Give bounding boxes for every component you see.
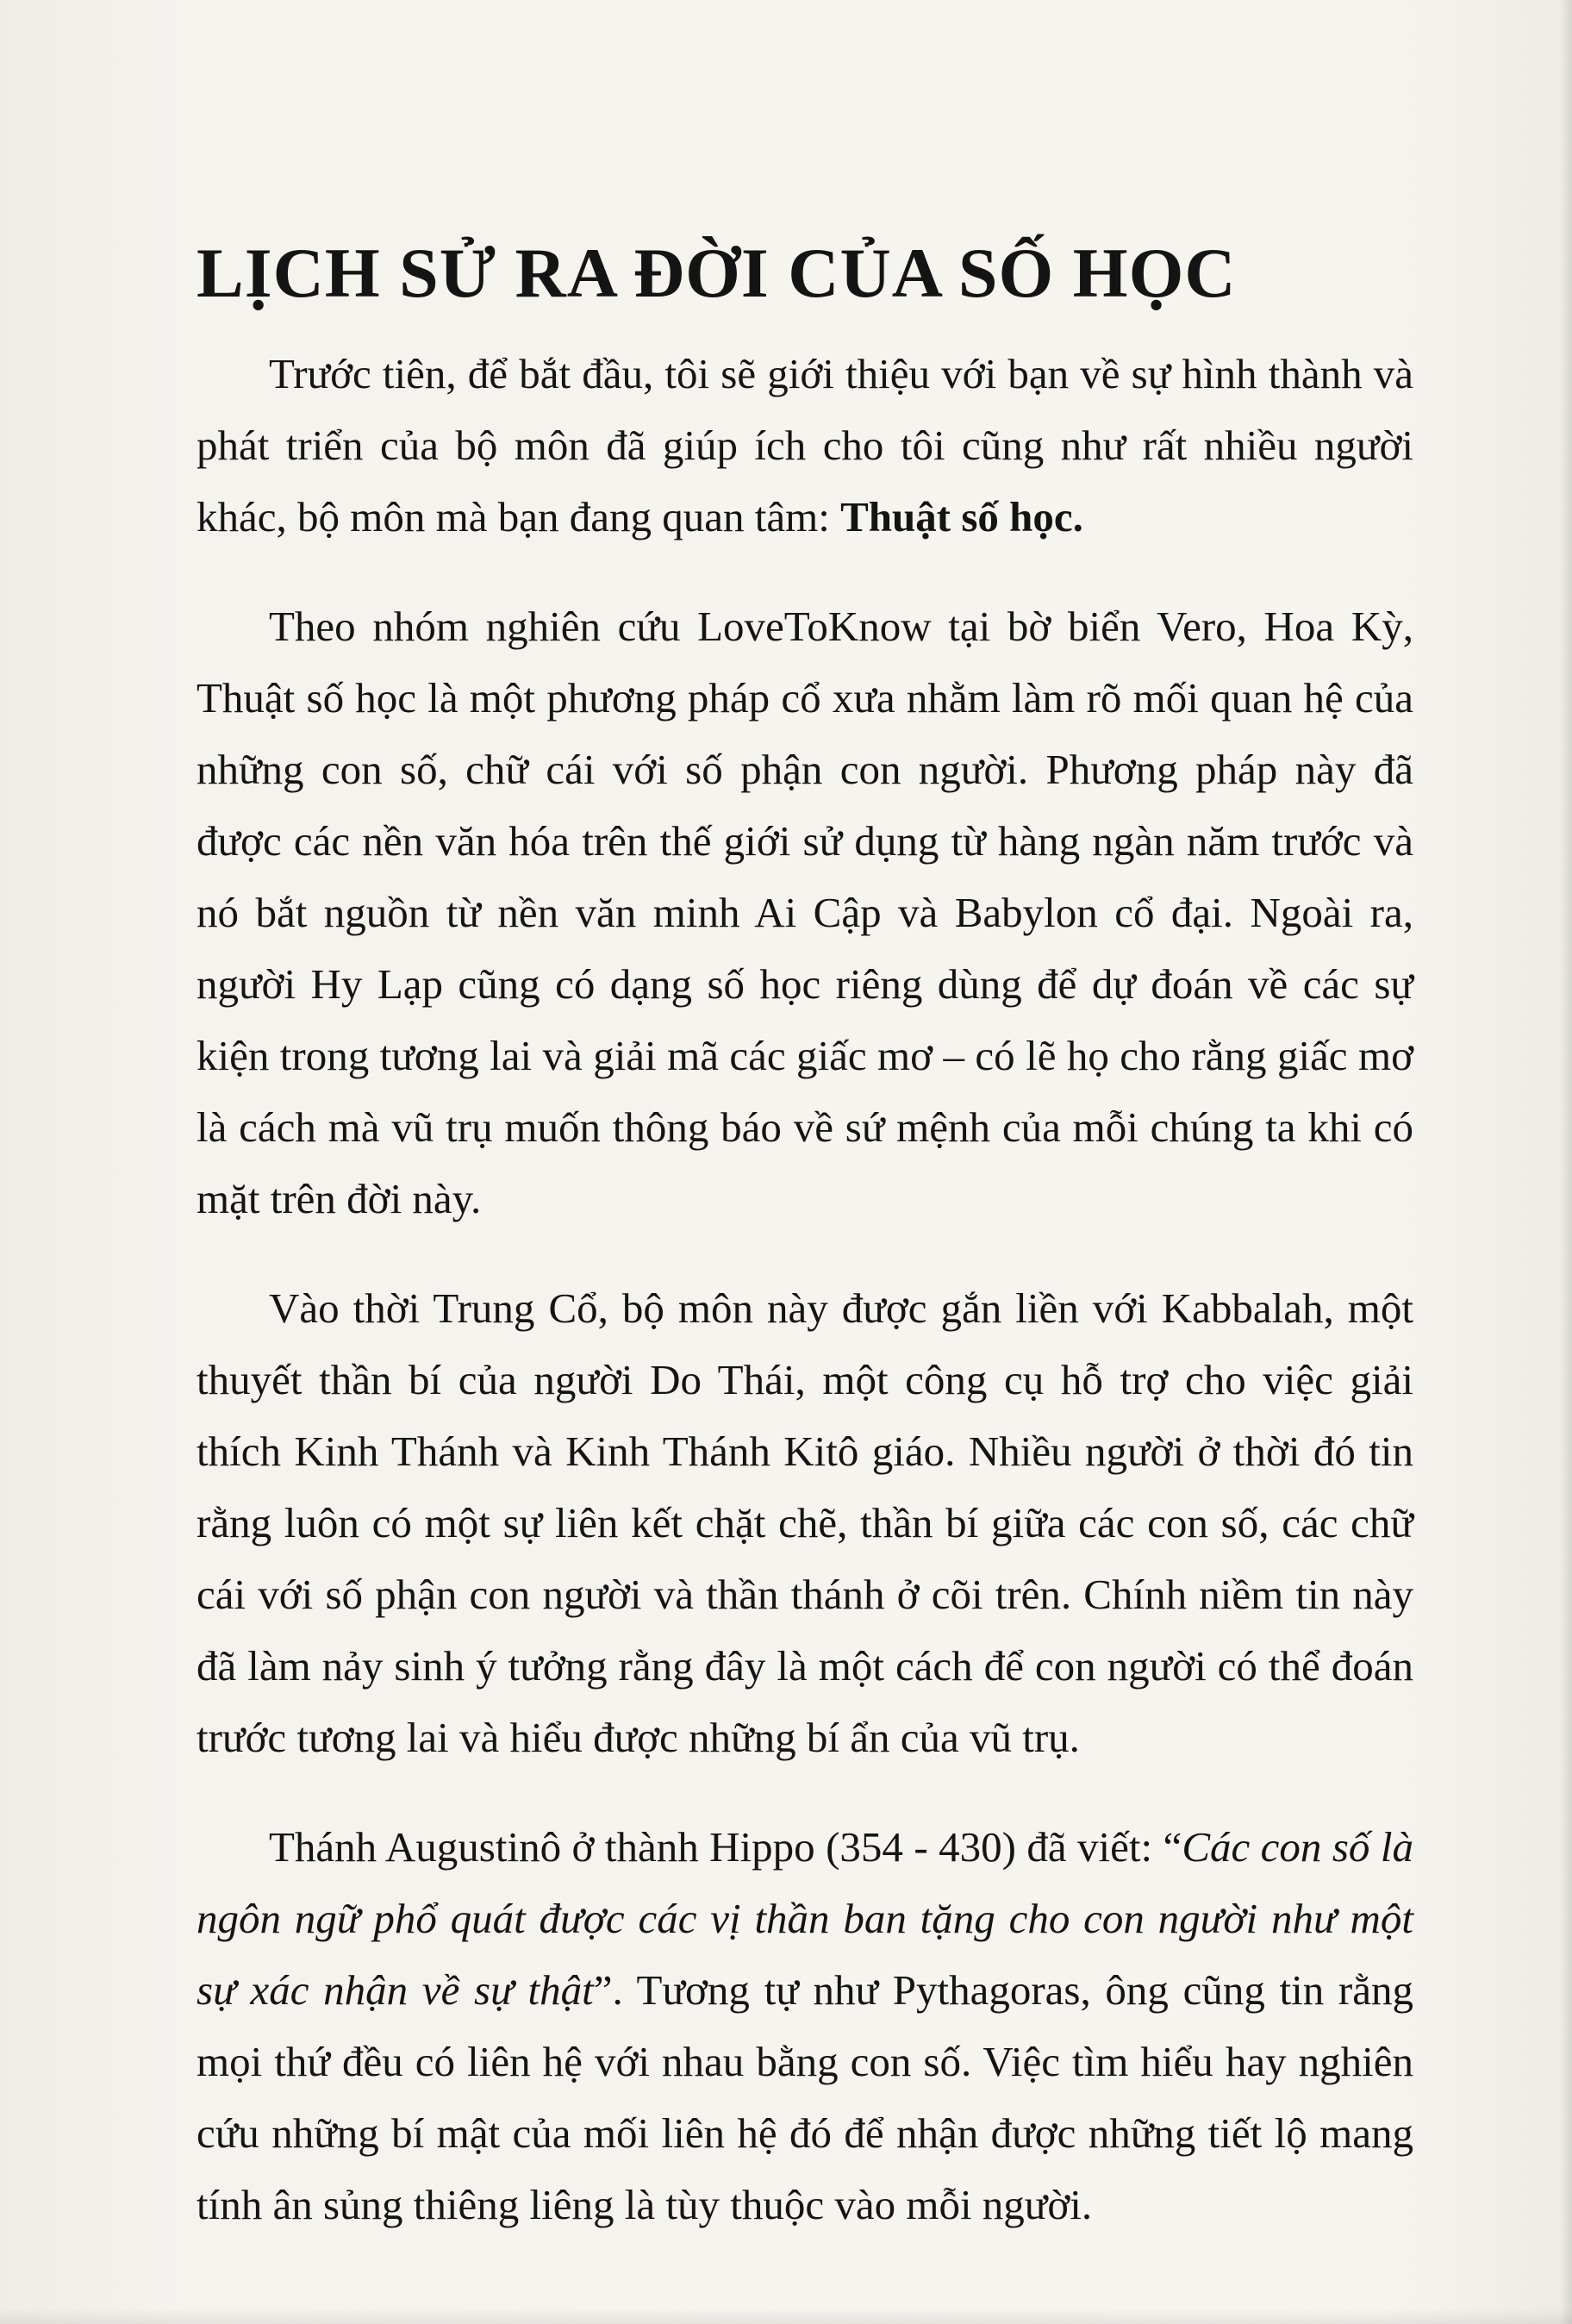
page-edge-shadow [1560,0,1572,2324]
chapter-title: LỊCH SỬ RA ĐỜI CỦA SỐ HỌC [196,234,1237,312]
paragraph-1 [196,338,1413,553]
paragraph-1-emphasis: Thuật số học. [840,493,1083,541]
paragraph-1-text: Trước tiên, để bắt đầu, tôi sẽ giới thiệu với bạn về sự hình thành và phát triển của bộ môn đã giúp ích cho tôi cũng như rất nhiều người khác, bộ môn mà bạn đang quan tâm: [196,350,1413,541]
paragraph-4 [196,1811,1413,2240]
paragraph-2: Theo nhóm nghiên cứu LoveToKnow tại bờ biển Vero, Hoa Kỳ, Thuật số học là một phương pháp cổ xưa nhằm làm rõ mối quan hệ của những con số, chữ cái với số phận con người. Phương pháp này đã được các nền văn hóa trên thế giới sử dụng từ hàng ngàn năm trước và nó bắt nguồn từ nền văn minh Ai Cập và Babylon cổ đại. Ngoài ra, người Hy Lạp cũng có dạng số học riêng dùng để dự đoán về các sự kiện trong tương lai và giải mã các giấc mơ – có lẽ họ cho rằng giấc mơ là cách mà vũ trụ muốn thông báo về sứ mệnh của mỗi chúng ta khi có mặt trên đời này. [196,603,1413,1223]
paragraph-4-before: Thánh Augustinô ở thành Hippo (354 - 430) đã viết: “ [269,1823,1182,1871]
paragraph-4-quote: Các con số là ngôn ngữ phổ quát được các vị thần ban tặng cho con người như một sự xác nhận về sự thật [196,1823,1413,2015]
paragraph-3: Vào thời Trung Cổ, bộ môn này được gắn liền với Kabbalah, một thuyết thần bí của người Do Thái, một công cụ hỗ trợ cho việc giải thích Kinh Thánh và Kinh Thánh Kitô giáo. Nhiều người ở thời đó tin rằng luôn có một sự liên kết chặt chẽ, thần bí giữa các con số, các chữ cái với số phận con người và thần thánh ở cõi trên. Chính niềm tin này đã làm nảy sinh ý tưởng rằng đây là một cách để con người có thể đoán trước tương lai và hiểu được những bí ẩn của vũ trụ. [196,1284,1413,1762]
paragraph-4-after: ”. Tương tự như Pythagoras, ông cũng tin rằng mọi thứ đều có liên hệ với nhau bằng con số. Việc tìm hiểu hay nghiên cứu những bí mật của mối liên hệ đó để nhận được những tiết lộ mang tính ân sủng thiêng liêng là tùy thuộc vào mỗi người. [196,1966,1413,2229]
page-text [196,231,1413,2240]
page-bottom-shadow [0,2308,1572,2324]
